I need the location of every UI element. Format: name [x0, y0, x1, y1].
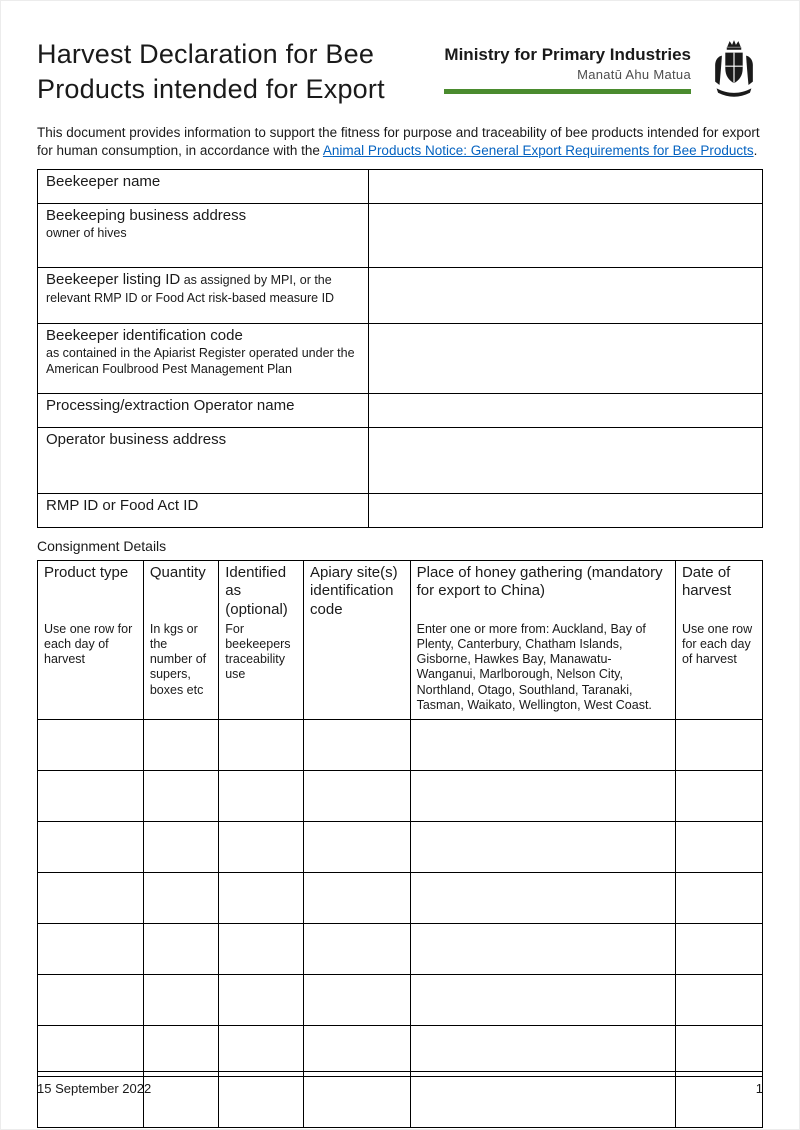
beekeeper-listing-id-label-cell: [38, 267, 369, 323]
consignment-entry-cell[interactable]: [410, 771, 675, 822]
consignment-entry-cell[interactable]: [219, 822, 304, 873]
consignment-entry-cell[interactable]: [219, 1026, 304, 1077]
consignment-empty-row: [38, 771, 763, 822]
consignment-entry-cell[interactable]: [304, 975, 411, 1026]
footer-date: 15 September 2022: [37, 1081, 152, 1096]
col-header-apiary-site-code: [304, 560, 411, 720]
beekeeper-details-table: [37, 169, 763, 528]
consignment-entry-cell[interactable]: [675, 975, 762, 1026]
column-note: Enter one or more from: Auckland, Bay of Plenty, Canterbury, Chatham Islands, Gisborne, Hawkes Bay, Manawatu-Wanganui, Marlborough, Nelson City, Northland, Otago, Southland, Taranaki, Tasman, Waikato, Wellington, West Coast.: [416, 621, 652, 712]
page-title-line1: Harvest Declaration for Bee: [37, 39, 375, 69]
consignment-entry-cell[interactable]: [304, 873, 411, 924]
consignment-entry-cell[interactable]: [675, 924, 762, 975]
row-operator-name: [38, 393, 763, 427]
beekeeper-identification-code-input-cell[interactable]: [368, 323, 762, 393]
mpi-logo-text: [444, 45, 691, 94]
consignment-entry-cell[interactable]: [675, 873, 762, 924]
consignment-entry-cell[interactable]: [143, 873, 218, 924]
consignment-empty-row: [38, 975, 763, 1026]
rmp-id-label-cell: [38, 493, 369, 527]
row-operator-business-address: [38, 427, 763, 493]
page-footer: [37, 1071, 763, 1096]
row-beekeeping-business-address: [38, 203, 763, 267]
row-beekeeper-name: [38, 169, 763, 203]
col-header-quantity: [143, 560, 218, 720]
consignment-section-title: Consignment Details: [37, 537, 167, 554]
col-header-product-type: [38, 560, 144, 720]
beekeeper-name-input-cell[interactable]: [368, 169, 762, 203]
consignment-empty-row: [38, 924, 763, 975]
field-label: RMP ID or Food Act ID: [46, 496, 199, 514]
consignment-entry-cell[interactable]: [143, 1026, 218, 1077]
operator-business-address-input-cell[interactable]: [368, 427, 762, 493]
consignment-entry-cell[interactable]: [304, 1026, 411, 1077]
consignment-entry-cell[interactable]: [143, 924, 218, 975]
field-label: Beekeeping business address: [46, 206, 247, 224]
consignment-entry-cell[interactable]: [219, 873, 304, 924]
intro-text-before: This document provides information to support the fitness for purpose and traceability of bee products intended for export for human consumption, in accordance with the: [37, 125, 760, 159]
mpi-logo: [444, 45, 763, 112]
intro-paragraph: [37, 124, 763, 161]
row-rmp-id: [38, 493, 763, 527]
consignment-entry-cell[interactable]: [410, 720, 675, 771]
consignment-entry-cell[interactable]: [143, 975, 218, 1026]
consignment-entry-cell[interactable]: [675, 771, 762, 822]
col-header-date-of-harvest: [675, 560, 762, 720]
beekeeper-name-label-cell: [38, 169, 369, 203]
consignment-entry-cell[interactable]: [410, 822, 675, 873]
consignment-entry-cell[interactable]: [38, 975, 144, 1026]
field-label-note: as assigned by MPI, or the relevant RMP ID or Food Act risk-based measure ID: [46, 272, 335, 305]
col-header-place-of-honey-gathering: [410, 560, 675, 720]
field-sublabel: as contained in the Apiarist Register operated under the American Foulbrood Pest Management Plan: [46, 345, 355, 376]
field-sublabel: owner of hives: [46, 225, 127, 240]
consignment-entry-cell[interactable]: [38, 873, 144, 924]
mpi-green-bar: [444, 89, 691, 94]
page-title-line2: Products intended for Export: [37, 73, 385, 104]
column-note: Use one row for each day of harvest: [44, 621, 133, 667]
operator-name-input-cell[interactable]: [368, 393, 762, 427]
consignment-entry-cell[interactable]: [38, 1026, 144, 1077]
field-label: Beekeeper listing ID: [46, 270, 181, 288]
consignment-empty-row: [38, 720, 763, 771]
column-label: Identified as (optional): [225, 563, 288, 619]
consignment-entry-cell[interactable]: [304, 822, 411, 873]
consignment-entry-cell[interactable]: [38, 822, 144, 873]
beekeeper-listing-id-input-cell[interactable]: [368, 267, 762, 323]
consignment-details-table: [37, 560, 763, 1129]
ministry-name: Ministry for Primary Industries: [444, 45, 691, 64]
column-label: Place of honey gathering (mandatory for export to China): [416, 563, 663, 600]
consignment-entry-cell[interactable]: [143, 771, 218, 822]
consignment-entry-cell[interactable]: [410, 1026, 675, 1077]
field-label: Processing/extraction Operator name: [46, 396, 295, 414]
column-label: Date of harvest: [681, 563, 732, 600]
nz-coat-of-arms-icon: [705, 37, 763, 112]
consignment-entry-cell[interactable]: [38, 771, 144, 822]
row-beekeeper-listing-id: [38, 267, 763, 323]
document-header: [37, 37, 763, 112]
consignment-entry-cell[interactable]: [410, 924, 675, 975]
consignment-entry-cell[interactable]: [675, 1026, 762, 1077]
ministry-maori-name: Manatū Ahu Matua: [577, 67, 691, 82]
column-label: Product type: [44, 563, 129, 581]
consignment-empty-row: [38, 1026, 763, 1077]
beekeeper-identification-code-label-cell: [38, 323, 369, 393]
consignment-entry-cell[interactable]: [410, 873, 675, 924]
consignment-entry-cell[interactable]: [143, 720, 218, 771]
consignment-entry-cell[interactable]: [219, 720, 304, 771]
page-title: [37, 37, 385, 106]
consignment-entry-cell[interactable]: [675, 822, 762, 873]
field-label: Beekeeper identification code: [46, 326, 243, 344]
column-label: Quantity: [149, 563, 206, 581]
column-note: In kgs or the number of supers, boxes etc: [149, 621, 207, 697]
consignment-entry-cell[interactable]: [410, 975, 675, 1026]
consignment-entry-cell[interactable]: [675, 720, 762, 771]
consignment-entry-cell[interactable]: [38, 720, 144, 771]
consignment-entry-cell[interactable]: [219, 975, 304, 1026]
consignment-table-body: [38, 720, 763, 1128]
consignment-entry-cell[interactable]: [219, 924, 304, 975]
consignment-entry-cell[interactable]: [143, 822, 218, 873]
consignment-entry-cell[interactable]: [304, 924, 411, 975]
consignment-entry-cell[interactable]: [304, 720, 411, 771]
column-label: Apiary site(s) identification code: [310, 563, 398, 619]
bee-products-notice-link[interactable]: Animal Products Notice: General Export Requirements for Bee Products: [322, 143, 754, 159]
footer-page-number: 1: [755, 1081, 763, 1096]
field-label: Beekeeper name: [46, 172, 161, 190]
consignment-empty-row: [38, 822, 763, 873]
column-note: For beekeepers traceability use: [225, 621, 291, 682]
beekeeping-business-address-input-cell[interactable]: [368, 203, 762, 267]
operator-name-label-cell: [38, 393, 369, 427]
consignment-header-row: [38, 560, 763, 720]
rmp-id-input-cell[interactable]: [368, 493, 762, 527]
column-note: Use one row for each day of harvest: [681, 621, 753, 667]
col-header-identified-as: [219, 560, 304, 720]
intro-text-after: .: [753, 143, 758, 159]
operator-business-address-label-cell: [38, 427, 369, 493]
row-beekeeper-identification-code: [38, 323, 763, 393]
field-label: Operator business address: [46, 430, 227, 448]
consignment-entry-cell[interactable]: [38, 924, 144, 975]
consignment-entry-cell[interactable]: [219, 771, 304, 822]
consignment-entry-cell[interactable]: [304, 771, 411, 822]
consignment-empty-row: [38, 873, 763, 924]
beekeeping-business-address-label-cell: [38, 203, 369, 267]
